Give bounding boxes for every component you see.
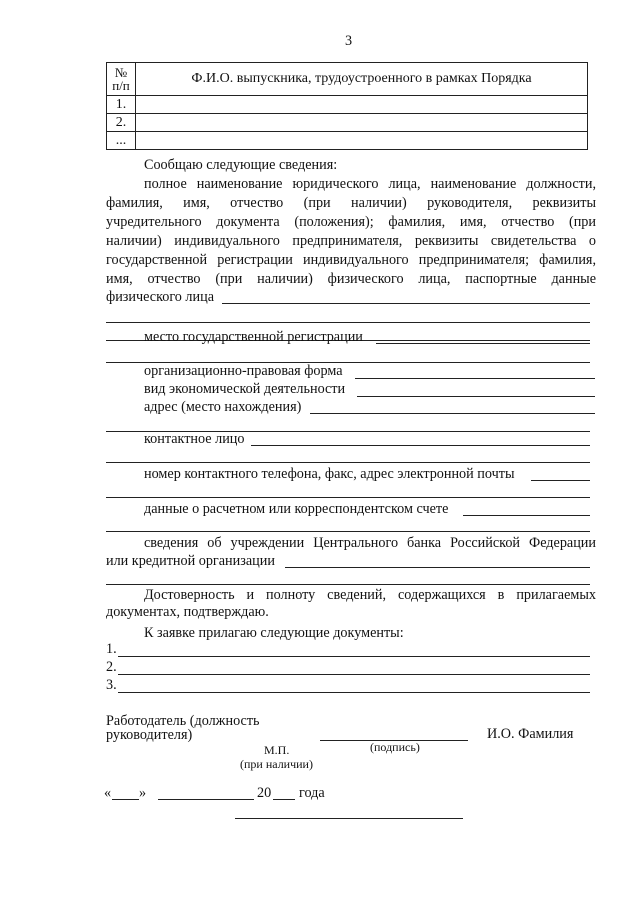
- table-header-row: [107, 63, 588, 96]
- confirm-line-1: Достоверность и полноту сведений, содержащихся в прилагаемых: [144, 587, 596, 603]
- attach-item-number: 3.: [106, 677, 117, 693]
- para1-line-7: физического лица: [106, 289, 214, 305]
- column-header-number-text: № п/п: [112, 65, 130, 93]
- column-header-number: [107, 63, 136, 96]
- intro-text: Сообщаю следующие сведения:: [144, 157, 338, 173]
- date-month-field[interactable]: [158, 799, 254, 800]
- para1-line-1: полное наименование юридического лица, наименование должности,: [144, 176, 596, 192]
- address-label: адрес (место нахождения): [144, 399, 302, 415]
- para1-line-6: имя, отчество (при наличии) физического лица, паспортные данные: [106, 271, 596, 287]
- date-year-prefix: 20: [257, 785, 272, 801]
- contact-field-line-2[interactable]: [106, 462, 590, 463]
- employer-label-line-1: Работодатель (должность: [106, 713, 260, 729]
- table-row-name-cell[interactable]: [136, 114, 588, 132]
- activity-field[interactable]: [357, 396, 595, 397]
- table-row: [107, 96, 588, 114]
- graduates-table: [106, 62, 588, 150]
- table-row-number: 2.: [107, 114, 136, 132]
- contact-label: контактное лицо: [144, 431, 245, 447]
- table-row-number: 1.: [107, 96, 136, 114]
- date-year-suffix: года: [299, 785, 325, 801]
- phone-field-line-2[interactable]: [106, 497, 590, 498]
- date-day-field[interactable]: [112, 799, 139, 800]
- page-number: 3: [345, 33, 353, 49]
- stamp-note: (при наличии): [240, 757, 313, 771]
- date-open-quote: «: [104, 785, 112, 801]
- column-header-name: Ф.И.О. выпускника, трудоустроенного в рамках Порядка: [136, 63, 588, 96]
- table-row: [107, 132, 588, 150]
- account-label: данные о расчетном или корреспондентском счете: [144, 501, 449, 517]
- para1-line-5: государственной регистрации индивидуального предпринимателя; фамилия,: [106, 252, 596, 268]
- registration-field[interactable]: [376, 343, 590, 344]
- registration-label: место государственной регистрации: [144, 329, 363, 345]
- bank-field-line-2[interactable]: [106, 584, 590, 585]
- para1-line-3: учредительного документа (положения); фамилия, имя, отчество (при: [106, 214, 596, 230]
- account-field[interactable]: [463, 515, 590, 516]
- legal-form-field[interactable]: [355, 378, 595, 379]
- passport-data-field[interactable]: [222, 303, 590, 304]
- table-row: [107, 114, 588, 132]
- legal-form-label: организационно-правовая форма: [144, 363, 343, 379]
- attach-item-field-3[interactable]: [118, 692, 590, 693]
- table-row-name-cell[interactable]: [136, 96, 588, 114]
- date-close-quote: »: [139, 785, 147, 801]
- attach-item-number: 1.: [106, 641, 117, 657]
- address-field[interactable]: [310, 413, 595, 414]
- table-row-name-cell[interactable]: [136, 132, 588, 150]
- attach-item-field-1[interactable]: [118, 656, 590, 657]
- attach-item-field-2[interactable]: [118, 674, 590, 675]
- bank-label-line-2: или кредитной организации: [106, 553, 275, 569]
- para1-line-4: наличии) индивидуального предпринимателя, реквизиты свидетельства о: [106, 233, 596, 249]
- phone-label: номер контактного телефона, факс, адрес электронной почты: [144, 466, 515, 482]
- phone-field[interactable]: [531, 480, 590, 481]
- signatory-name: И.О. Фамилия: [487, 726, 574, 742]
- signature-caption: (подпись): [370, 740, 420, 754]
- bottom-blank-line[interactable]: [235, 818, 463, 819]
- bank-field[interactable]: [285, 567, 590, 568]
- para1-line-2: фамилия, имя, отчество (при наличии) руководителя, реквизиты: [106, 195, 596, 211]
- employer-label-line-2: руководителя): [106, 727, 193, 743]
- account-field-line-2[interactable]: [106, 531, 590, 532]
- activity-label: вид экономической деятельности: [144, 381, 346, 397]
- confirm-line-2: документах, подтверждаю.: [106, 604, 269, 620]
- attach-item-number: 2.: [106, 659, 117, 675]
- stamp-label: М.П.: [264, 743, 290, 757]
- table-row-number: ...: [107, 132, 136, 150]
- attach-intro: К заявке прилагаю следующие документы:: [144, 625, 404, 641]
- contact-field[interactable]: [251, 445, 590, 446]
- passport-data-field-line-2[interactable]: [106, 322, 590, 323]
- date-year-field[interactable]: [273, 799, 295, 800]
- bank-label-line-1: сведения об учреждении Центрального банка Российской Федерации: [144, 535, 596, 551]
